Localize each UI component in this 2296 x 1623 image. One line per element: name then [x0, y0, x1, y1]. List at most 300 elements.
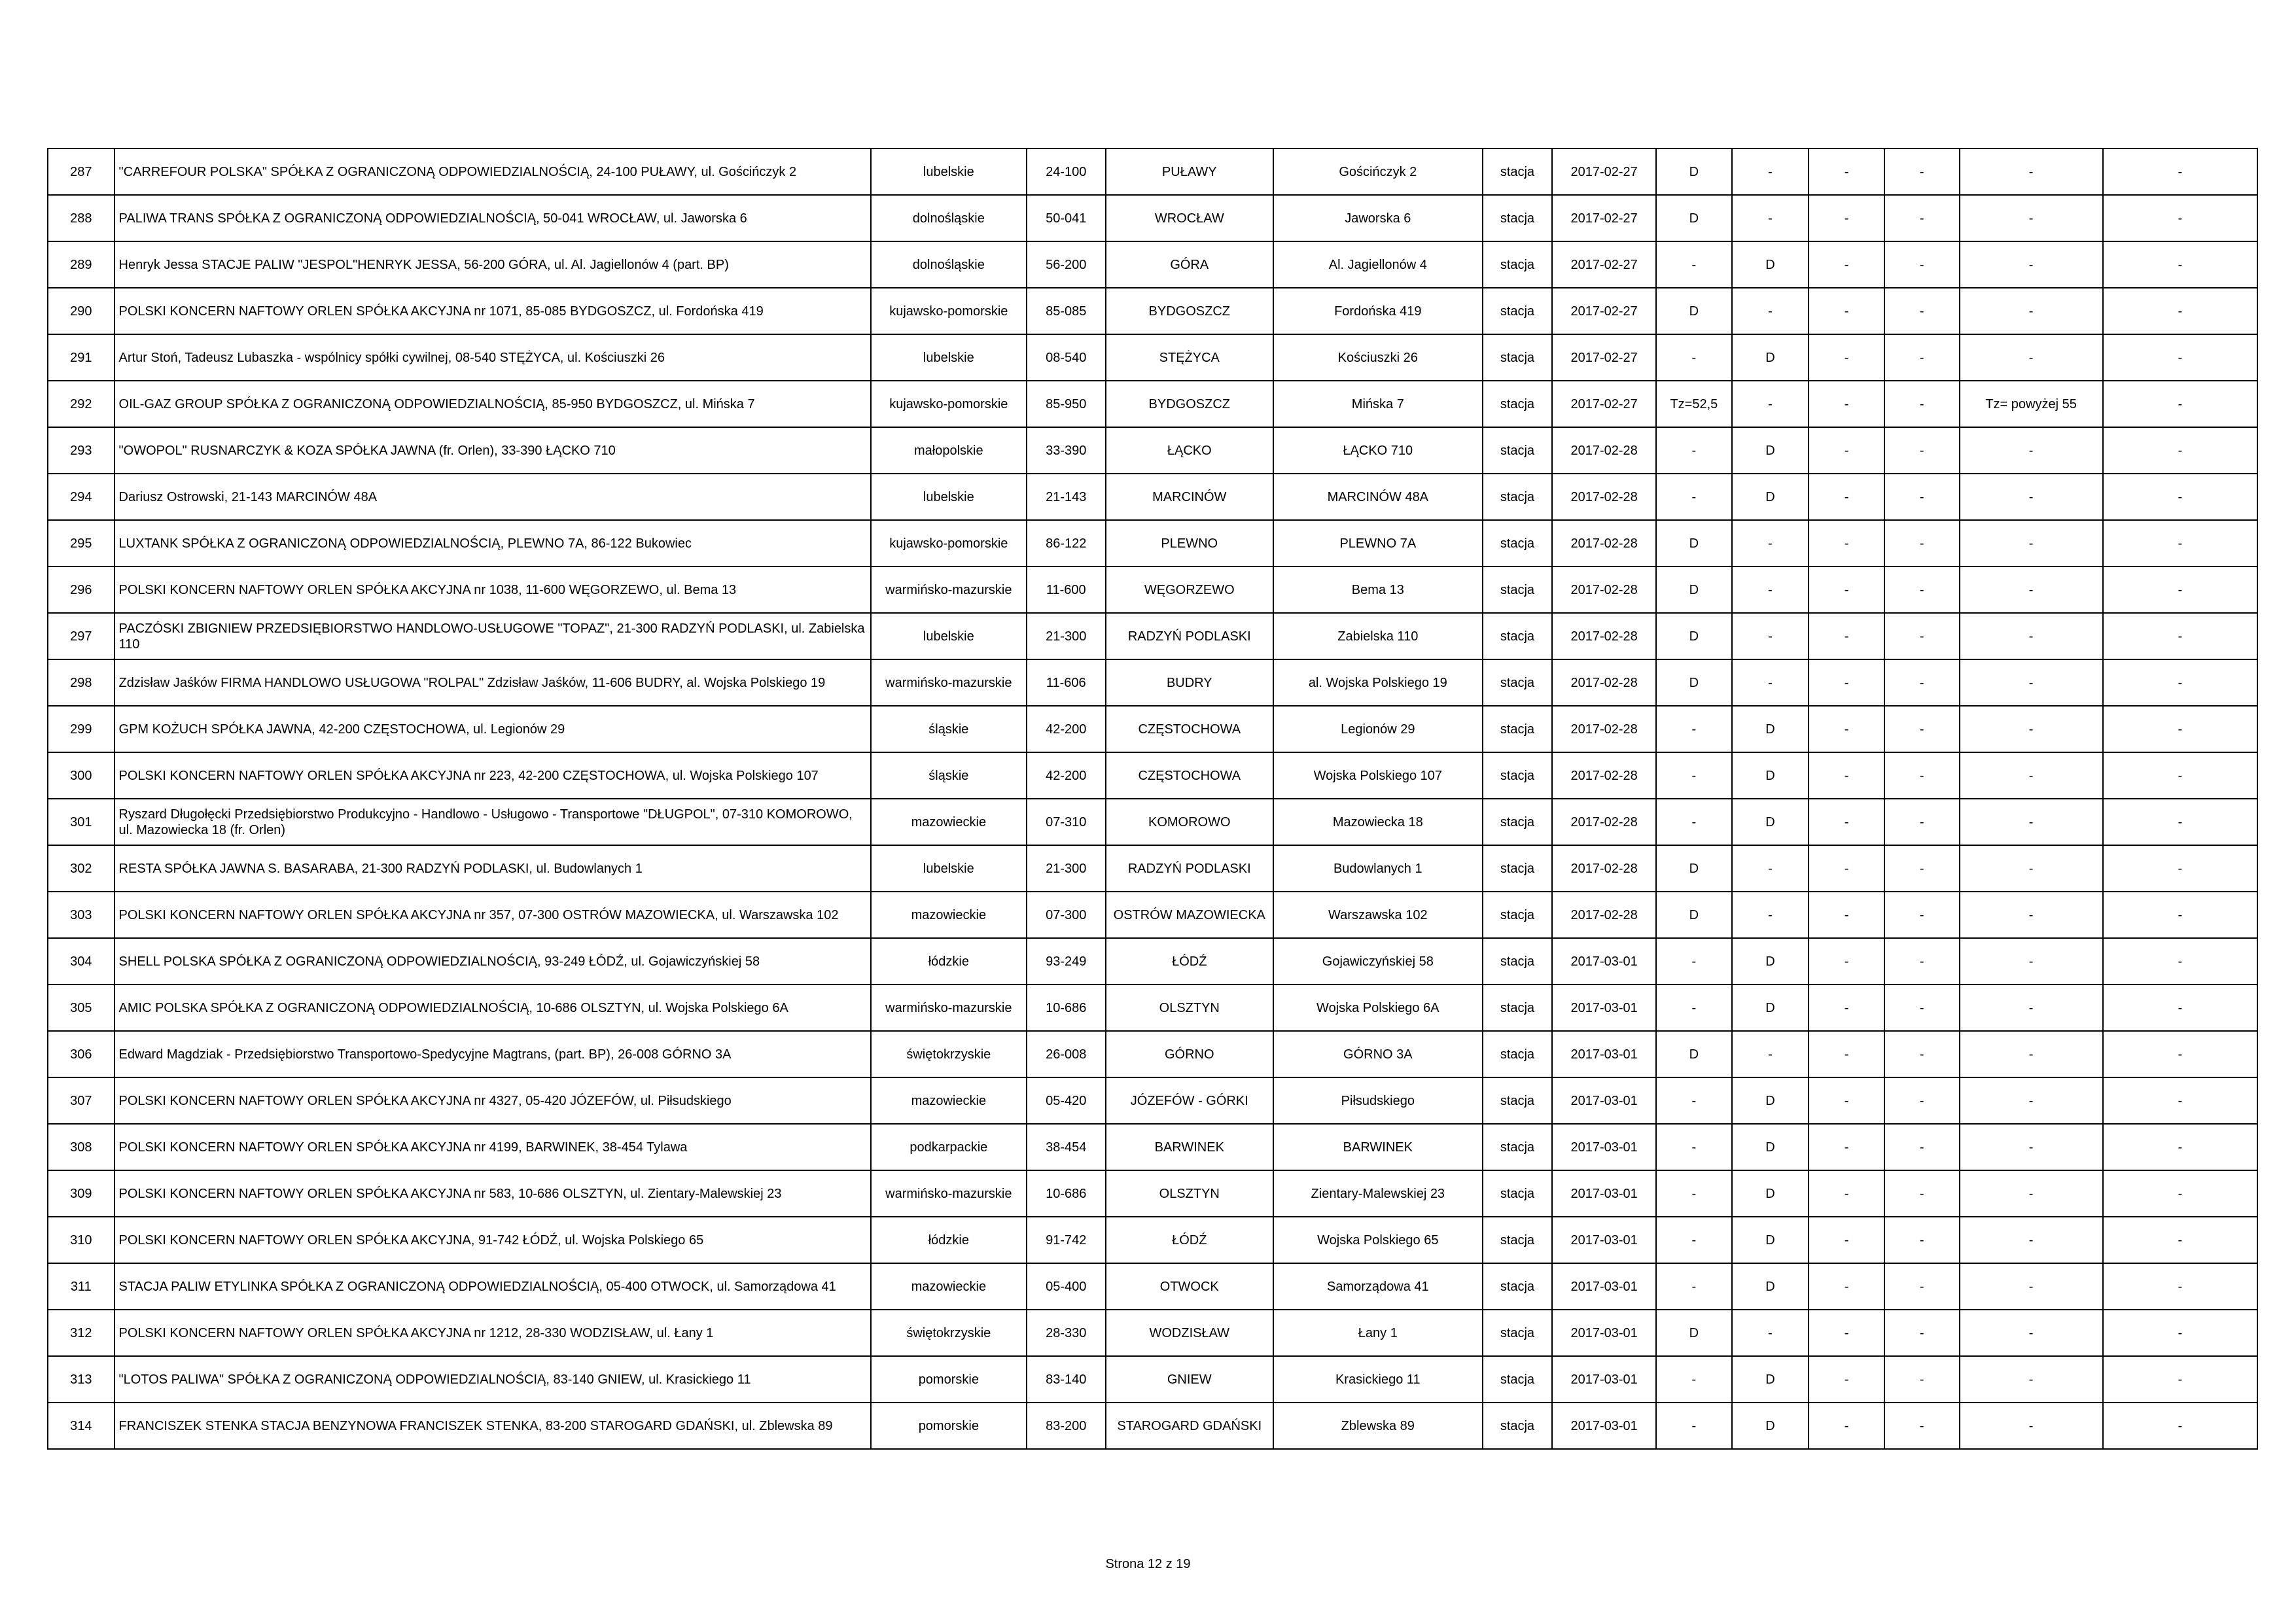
voivodeship-cell: lubelskie — [871, 845, 1027, 892]
facility-type-cell: stacja — [1483, 1356, 1553, 1403]
row-number-cell: 298 — [48, 659, 115, 706]
result-col-1-cell: - — [1656, 1263, 1732, 1310]
page-footer: Strona 12 z 19 — [1105, 1557, 1191, 1571]
result-col-1-cell: - — [1656, 706, 1732, 752]
inspection-date-cell: 2017-02-27 — [1552, 148, 1656, 195]
result-col-3-cell: - — [1809, 613, 1884, 659]
facility-type-cell: stacja — [1483, 659, 1553, 706]
postal-code-cell: 42-200 — [1027, 752, 1106, 799]
row-number-cell: 289 — [48, 241, 115, 288]
row-number-cell: 310 — [48, 1217, 115, 1263]
result-col-2-cell: D — [1732, 1263, 1809, 1310]
result-col-4-cell: - — [1884, 288, 1960, 334]
inspection-date-cell: 2017-02-28 — [1552, 845, 1656, 892]
city-cell: GNIEW — [1106, 1356, 1273, 1403]
postal-code-cell: 07-300 — [1027, 892, 1106, 938]
table-row — [48, 892, 2257, 938]
street-address-cell: Fordońska 419 — [1273, 288, 1483, 334]
inspection-date-cell: 2017-02-27 — [1552, 195, 1656, 241]
table-row — [48, 1170, 2257, 1217]
inspection-date-cell: 2017-03-01 — [1552, 985, 1656, 1031]
entity-name-cell: "OWOPOL" RUSNARCZYK & KOZA SPÓŁKA JAWNA (fr. Orlen), 33-390 ŁĄCKO 710 — [115, 427, 871, 474]
entity-name-cell: FRANCISZEK STENKA STACJA BENZYNOWA FRANCISZEK STENKA, 83-200 STAROGARD GDAŃSKI, ul. Zblewska 89 — [115, 1403, 871, 1449]
result-col-5-cell: - — [1960, 1124, 2103, 1170]
result-col-2-cell: D — [1732, 1217, 1809, 1263]
result-col-4-cell: - — [1884, 1217, 1960, 1263]
result-col-4-cell: - — [1884, 427, 1960, 474]
entity-name-cell: POLSKI KONCERN NAFTOWY ORLEN SPÓŁKA AKCYJNA nr 1071, 85-085 BYDGOSZCZ, ul. Fordońska 419 — [115, 288, 871, 334]
result-col-6-cell: - — [2103, 148, 2257, 195]
voivodeship-cell: łódzkie — [871, 1217, 1027, 1263]
street-address-cell: Kościuszki 26 — [1273, 334, 1483, 381]
result-col-3-cell: - — [1809, 1124, 1884, 1170]
inspection-date-cell: 2017-02-28 — [1552, 659, 1656, 706]
voivodeship-cell: świętokrzyskie — [871, 1031, 1027, 1077]
result-col-6-cell: - — [2103, 1310, 2257, 1356]
street-address-cell: Krasickiego 11 — [1273, 1356, 1483, 1403]
city-cell: PUŁAWY — [1106, 148, 1273, 195]
voivodeship-cell: warmińsko-mazurskie — [871, 985, 1027, 1031]
inspection-date-cell: 2017-03-01 — [1552, 1170, 1656, 1217]
result-col-3-cell: - — [1809, 381, 1884, 427]
result-col-1-cell: D — [1656, 195, 1732, 241]
table-row — [48, 474, 2257, 520]
result-col-6-cell: - — [2103, 1031, 2257, 1077]
table-row — [48, 241, 2257, 288]
result-col-4-cell: - — [1884, 752, 1960, 799]
city-cell: JÓZEFÓW - GÓRKI — [1106, 1077, 1273, 1124]
voivodeship-cell: mazowieckie — [871, 1263, 1027, 1310]
row-number-cell: 292 — [48, 381, 115, 427]
inspection-date-cell: 2017-02-27 — [1552, 381, 1656, 427]
street-address-cell: al. Wojska Polskiego 19 — [1273, 659, 1483, 706]
table-row — [48, 845, 2257, 892]
result-col-5-cell: - — [1960, 195, 2103, 241]
inspection-date-cell: 2017-02-28 — [1552, 799, 1656, 845]
facility-type-cell: stacja — [1483, 799, 1553, 845]
inspection-date-cell: 2017-02-28 — [1552, 567, 1656, 613]
city-cell: OTWOCK — [1106, 1263, 1273, 1310]
result-col-6-cell: - — [2103, 938, 2257, 985]
table-row — [48, 985, 2257, 1031]
result-col-4-cell: - — [1884, 613, 1960, 659]
result-col-3-cell: - — [1809, 985, 1884, 1031]
result-col-4-cell: - — [1884, 938, 1960, 985]
result-col-6-cell: - — [2103, 1356, 2257, 1403]
result-col-2-cell: D — [1732, 706, 1809, 752]
row-number-cell: 314 — [48, 1403, 115, 1449]
voivodeship-cell: kujawsko-pomorskie — [871, 520, 1027, 567]
street-address-cell: Piłsudskiego — [1273, 1077, 1483, 1124]
result-col-4-cell: - — [1884, 1263, 1960, 1310]
postal-code-cell: 24-100 — [1027, 148, 1106, 195]
result-col-3-cell: - — [1809, 752, 1884, 799]
entity-name-cell: PACZÓSKI ZBIGNIEW PRZEDSIĘBIORSTWO HANDLOWO-USŁUGOWE "TOPAZ", 21-300 RADZYŃ PODLASKI, ul. Zabielska 110 — [115, 613, 871, 659]
result-col-4-cell: - — [1884, 799, 1960, 845]
result-col-2-cell: - — [1732, 659, 1809, 706]
result-col-6-cell: - — [2103, 520, 2257, 567]
postal-code-cell: 21-300 — [1027, 613, 1106, 659]
postal-code-cell: 05-400 — [1027, 1263, 1106, 1310]
result-col-2-cell: D — [1732, 1170, 1809, 1217]
row-number-cell: 287 — [48, 148, 115, 195]
voivodeship-cell: dolnośląskie — [871, 241, 1027, 288]
postal-code-cell: 50-041 — [1027, 195, 1106, 241]
street-address-cell: Gojawiczyńskiej 58 — [1273, 938, 1483, 985]
facility-type-cell: stacja — [1483, 474, 1553, 520]
city-cell: ŁĄCKO — [1106, 427, 1273, 474]
result-col-6-cell: - — [2103, 845, 2257, 892]
result-col-6-cell: - — [2103, 799, 2257, 845]
street-address-cell: ŁĄCKO 710 — [1273, 427, 1483, 474]
result-col-1-cell: - — [1656, 938, 1732, 985]
postal-code-cell: 05-420 — [1027, 1077, 1106, 1124]
result-col-2-cell: - — [1732, 613, 1809, 659]
result-col-1-cell: D — [1656, 288, 1732, 334]
result-col-1-cell: - — [1656, 752, 1732, 799]
row-number-cell: 288 — [48, 195, 115, 241]
result-col-4-cell: - — [1884, 659, 1960, 706]
result-col-4-cell: - — [1884, 1310, 1960, 1356]
result-col-1-cell: - — [1656, 1356, 1732, 1403]
table-row — [48, 659, 2257, 706]
result-col-2-cell: - — [1732, 567, 1809, 613]
voivodeship-cell: pomorskie — [871, 1403, 1027, 1449]
facility-type-cell: stacja — [1483, 567, 1553, 613]
result-col-3-cell: - — [1809, 1263, 1884, 1310]
inspection-date-cell: 2017-02-28 — [1552, 613, 1656, 659]
city-cell: WROCŁAW — [1106, 195, 1273, 241]
voivodeship-cell: świętokrzyskie — [871, 1310, 1027, 1356]
result-col-5-cell: - — [1960, 985, 2103, 1031]
voivodeship-cell: mazowieckie — [871, 892, 1027, 938]
inspection-date-cell: 2017-02-28 — [1552, 752, 1656, 799]
result-col-3-cell: - — [1809, 1310, 1884, 1356]
postal-code-cell: 21-300 — [1027, 845, 1106, 892]
voivodeship-cell: mazowieckie — [871, 1077, 1027, 1124]
result-col-1-cell: - — [1656, 427, 1732, 474]
result-col-2-cell: - — [1732, 892, 1809, 938]
result-col-2-cell: D — [1732, 1403, 1809, 1449]
table-row — [48, 195, 2257, 241]
result-col-5-cell: - — [1960, 427, 2103, 474]
result-col-5-cell: - — [1960, 334, 2103, 381]
entity-name-cell: Artur Stoń, Tadeusz Lubaszka - wspólnicy spółki cywilnej, 08-540 STĘŻYCA, ul. Kościuszki 26 — [115, 334, 871, 381]
result-col-1-cell: - — [1656, 241, 1732, 288]
voivodeship-cell: kujawsko-pomorskie — [871, 288, 1027, 334]
street-address-cell: Jaworska 6 — [1273, 195, 1483, 241]
result-col-4-cell: - — [1884, 148, 1960, 195]
facility-type-cell: stacja — [1483, 148, 1553, 195]
entity-name-cell: POLSKI KONCERN NAFTOWY ORLEN SPÓŁKA AKCYJNA nr 223, 42-200 CZĘSTOCHOWA, ul. Wojska Polskiego 107 — [115, 752, 871, 799]
result-col-3-cell: - — [1809, 474, 1884, 520]
result-col-5-cell: - — [1960, 1170, 2103, 1217]
result-col-5-cell: - — [1960, 1403, 2103, 1449]
result-col-3-cell: - — [1809, 567, 1884, 613]
street-address-cell: Mińska 7 — [1273, 381, 1483, 427]
entity-name-cell: RESTA SPÓŁKA JAWNA S. BASARABA, 21-300 RADZYŃ PODLASKI, ul. Budowlanych 1 — [115, 845, 871, 892]
entity-name-cell: POLSKI KONCERN NAFTOWY ORLEN SPÓŁKA AKCYJNA nr 357, 07-300 OSTRÓW MAZOWIECKA, ul. Warszawska 102 — [115, 892, 871, 938]
result-col-3-cell: - — [1809, 892, 1884, 938]
result-col-3-cell: - — [1809, 288, 1884, 334]
postal-code-cell: 85-950 — [1027, 381, 1106, 427]
result-col-5-cell: - — [1960, 613, 2103, 659]
result-col-3-cell: - — [1809, 520, 1884, 567]
postal-code-cell: 33-390 — [1027, 427, 1106, 474]
entity-name-cell: LUXTANK SPÓŁKA Z OGRANICZONĄ ODPOWIEDZIALNOŚCIĄ, PLEWNO 7A, 86-122 Bukowiec — [115, 520, 871, 567]
result-col-6-cell: - — [2103, 288, 2257, 334]
voivodeship-cell: lubelskie — [871, 613, 1027, 659]
result-col-3-cell: - — [1809, 706, 1884, 752]
result-col-1-cell: D — [1656, 892, 1732, 938]
row-number-cell: 300 — [48, 752, 115, 799]
row-number-cell: 312 — [48, 1310, 115, 1356]
entity-name-cell: POLSKI KONCERN NAFTOWY ORLEN SPÓŁKA AKCYJNA nr 4327, 05-420 JÓZEFÓW, ul. Piłsudskiego — [115, 1077, 871, 1124]
voivodeship-cell: dolnośląskie — [871, 195, 1027, 241]
result-col-2-cell: D — [1732, 474, 1809, 520]
postal-code-cell: 93-249 — [1027, 938, 1106, 985]
street-address-cell: Warszawska 102 — [1273, 892, 1483, 938]
street-address-cell: Zblewska 89 — [1273, 1403, 1483, 1449]
row-number-cell: 302 — [48, 845, 115, 892]
table-row — [48, 1356, 2257, 1403]
city-cell: WĘGORZEWO — [1106, 567, 1273, 613]
stations-table — [47, 148, 2258, 1450]
facility-type-cell: stacja — [1483, 892, 1553, 938]
postal-code-cell: 10-686 — [1027, 985, 1106, 1031]
table-row — [48, 752, 2257, 799]
city-cell: STAROGARD GDAŃSKI — [1106, 1403, 1273, 1449]
voivodeship-cell: małopolskie — [871, 427, 1027, 474]
street-address-cell: Zabielska 110 — [1273, 613, 1483, 659]
result-col-2-cell: - — [1732, 1310, 1809, 1356]
facility-type-cell: stacja — [1483, 1217, 1553, 1263]
postal-code-cell: 91-742 — [1027, 1217, 1106, 1263]
table-row — [48, 1263, 2257, 1310]
city-cell: OSTRÓW MAZOWIECKA — [1106, 892, 1273, 938]
voivodeship-cell: lubelskie — [871, 474, 1027, 520]
result-col-5-cell: - — [1960, 567, 2103, 613]
facility-type-cell: stacja — [1483, 1170, 1553, 1217]
result-col-5-cell: - — [1960, 520, 2103, 567]
result-col-3-cell: - — [1809, 938, 1884, 985]
voivodeship-cell: podkarpackie — [871, 1124, 1027, 1170]
city-cell: OLSZTYN — [1106, 1170, 1273, 1217]
result-col-1-cell: - — [1656, 474, 1732, 520]
result-col-3-cell: - — [1809, 1217, 1884, 1263]
inspection-date-cell: 2017-02-27 — [1552, 241, 1656, 288]
result-col-5-cell: - — [1960, 752, 2103, 799]
result-col-5-cell: - — [1960, 1077, 2103, 1124]
result-col-3-cell: - — [1809, 195, 1884, 241]
entity-name-cell: Zdzisław Jaśków FIRMA HANDLOWO USŁUGOWA "ROLPAL" Zdzisław Jaśków, 11-606 BUDRY, al. Wojska Polskiego 19 — [115, 659, 871, 706]
street-address-cell: Bema 13 — [1273, 567, 1483, 613]
result-col-1-cell: - — [1656, 1403, 1732, 1449]
voivodeship-cell: śląskie — [871, 752, 1027, 799]
table-row — [48, 938, 2257, 985]
street-address-cell: BARWINEK — [1273, 1124, 1483, 1170]
street-address-cell: Wojska Polskiego 107 — [1273, 752, 1483, 799]
result-col-1-cell: - — [1656, 1124, 1732, 1170]
inspection-date-cell: 2017-03-01 — [1552, 938, 1656, 985]
postal-code-cell: 10-686 — [1027, 1170, 1106, 1217]
result-col-2-cell: - — [1732, 288, 1809, 334]
result-col-5-cell: - — [1960, 1263, 2103, 1310]
result-col-1-cell: D — [1656, 613, 1732, 659]
row-number-cell: 311 — [48, 1263, 115, 1310]
result-col-2-cell: D — [1732, 1077, 1809, 1124]
result-col-4-cell: - — [1884, 474, 1960, 520]
row-number-cell: 295 — [48, 520, 115, 567]
result-col-5-cell: - — [1960, 1310, 2103, 1356]
result-col-4-cell: - — [1884, 334, 1960, 381]
inspection-date-cell: 2017-03-01 — [1552, 1124, 1656, 1170]
result-col-2-cell: D — [1732, 427, 1809, 474]
result-col-1-cell: Tz=52,5 — [1656, 381, 1732, 427]
city-cell: KOMOROWO — [1106, 799, 1273, 845]
street-address-cell: Zientary-Malewskiej 23 — [1273, 1170, 1483, 1217]
result-col-3-cell: - — [1809, 1403, 1884, 1449]
entity-name-cell: STACJA PALIW ETYLINKA SPÓŁKA Z OGRANICZONĄ ODPOWIEDZIALNOŚCIĄ, 05-400 OTWOCK, ul. Samorządowa 41 — [115, 1263, 871, 1310]
voivodeship-cell: warmińsko-mazurskie — [871, 659, 1027, 706]
entity-name-cell: GPM KOŻUCH SPÓŁKA JAWNA, 42-200 CZĘSTOCHOWA, ul. Legionów 29 — [115, 706, 871, 752]
table-row — [48, 334, 2257, 381]
entity-name-cell: POLSKI KONCERN NAFTOWY ORLEN SPÓŁKA AKCYJNA nr 1038, 11-600 WĘGORZEWO, ul. Bema 13 — [115, 567, 871, 613]
table-row — [48, 520, 2257, 567]
result-col-3-cell: - — [1809, 241, 1884, 288]
facility-type-cell: stacja — [1483, 1124, 1553, 1170]
city-cell: PLEWNO — [1106, 520, 1273, 567]
entity-name-cell: Henryk Jessa STACJE PALIW "JESPOL"HENRYK JESSA, 56-200 GÓRA, ul. Al. Jagiellonów 4 (part. BP) — [115, 241, 871, 288]
result-col-6-cell: - — [2103, 1403, 2257, 1449]
inspection-date-cell: 2017-02-28 — [1552, 520, 1656, 567]
result-col-4-cell: - — [1884, 845, 1960, 892]
street-address-cell: Mazowiecka 18 — [1273, 799, 1483, 845]
facility-type-cell: stacja — [1483, 938, 1553, 985]
facility-type-cell: stacja — [1483, 1403, 1553, 1449]
entity-name-cell: POLSKI KONCERN NAFTOWY ORLEN SPÓŁKA AKCYJNA nr 583, 10-686 OLSZTYN, ul. Zientary-Malewskiej 23 — [115, 1170, 871, 1217]
result-col-3-cell: - — [1809, 1077, 1884, 1124]
result-col-3-cell: - — [1809, 845, 1884, 892]
result-col-3-cell: - — [1809, 1170, 1884, 1217]
result-col-3-cell: - — [1809, 659, 1884, 706]
street-address-cell: Wojska Polskiego 6A — [1273, 985, 1483, 1031]
result-col-2-cell: - — [1732, 195, 1809, 241]
result-col-2-cell: D — [1732, 334, 1809, 381]
postal-code-cell: 38-454 — [1027, 1124, 1106, 1170]
table-body — [48, 148, 2257, 1449]
result-col-6-cell: - — [2103, 474, 2257, 520]
street-address-cell: PLEWNO 7A — [1273, 520, 1483, 567]
facility-type-cell: stacja — [1483, 613, 1553, 659]
result-col-3-cell: - — [1809, 148, 1884, 195]
city-cell: BYDGOSZCZ — [1106, 288, 1273, 334]
street-address-cell: Łany 1 — [1273, 1310, 1483, 1356]
result-col-4-cell: - — [1884, 985, 1960, 1031]
facility-type-cell: stacja — [1483, 195, 1553, 241]
city-cell: WODZISŁAW — [1106, 1310, 1273, 1356]
row-number-cell: 290 — [48, 288, 115, 334]
postal-code-cell: 42-200 — [1027, 706, 1106, 752]
city-cell: BUDRY — [1106, 659, 1273, 706]
city-cell: MARCINÓW — [1106, 474, 1273, 520]
table-row — [48, 1077, 2257, 1124]
table-row — [48, 148, 2257, 195]
result-col-5-cell: - — [1960, 148, 2103, 195]
result-col-1-cell: D — [1656, 148, 1732, 195]
postal-code-cell: 21-143 — [1027, 474, 1106, 520]
city-cell: GÓRA — [1106, 241, 1273, 288]
result-col-2-cell: D — [1732, 752, 1809, 799]
facility-type-cell: stacja — [1483, 985, 1553, 1031]
row-number-cell: 305 — [48, 985, 115, 1031]
result-col-1-cell: - — [1656, 334, 1732, 381]
result-col-6-cell: - — [2103, 241, 2257, 288]
result-col-1-cell: - — [1656, 985, 1732, 1031]
result-col-4-cell: - — [1884, 567, 1960, 613]
facility-type-cell: stacja — [1483, 334, 1553, 381]
postal-code-cell: 11-606 — [1027, 659, 1106, 706]
result-col-5-cell: - — [1960, 892, 2103, 938]
result-col-4-cell: - — [1884, 195, 1960, 241]
inspection-date-cell: 2017-02-28 — [1552, 427, 1656, 474]
voivodeship-cell: warmińsko-mazurskie — [871, 1170, 1027, 1217]
result-col-3-cell: - — [1809, 799, 1884, 845]
result-col-5-cell: - — [1960, 845, 2103, 892]
result-col-2-cell: - — [1732, 1031, 1809, 1077]
inspection-date-cell: 2017-03-01 — [1552, 1217, 1656, 1263]
city-cell: CZĘSTOCHOWA — [1106, 752, 1273, 799]
entity-name-cell: "CARREFOUR POLSKA" SPÓŁKA Z OGRANICZONĄ ODPOWIEDZIALNOŚCIĄ, 24-100 PUŁAWY, ul. Gościńczyk 2 — [115, 148, 871, 195]
result-col-5-cell: - — [1960, 659, 2103, 706]
row-number-cell: 301 — [48, 799, 115, 845]
result-col-1-cell: D — [1656, 659, 1732, 706]
result-col-3-cell: - — [1809, 1031, 1884, 1077]
row-number-cell: 293 — [48, 427, 115, 474]
entity-name-cell: POLSKI KONCERN NAFTOWY ORLEN SPÓŁKA AKCYJNA nr 1212, 28-330 WODZISŁAW, ul. Łany 1 — [115, 1310, 871, 1356]
result-col-4-cell: - — [1884, 706, 1960, 752]
row-number-cell: 299 — [48, 706, 115, 752]
result-col-6-cell: - — [2103, 1217, 2257, 1263]
result-col-1-cell: D — [1656, 1310, 1732, 1356]
result-col-2-cell: D — [1732, 799, 1809, 845]
entity-name-cell: PALIWA TRANS SPÓŁKA Z OGRANICZONĄ ODPOWIEDZIALNOŚCIĄ, 50-041 WROCŁAW, ul. Jaworska 6 — [115, 195, 871, 241]
voivodeship-cell: pomorskie — [871, 1356, 1027, 1403]
inspection-date-cell: 2017-03-01 — [1552, 1356, 1656, 1403]
result-col-6-cell: - — [2103, 1263, 2257, 1310]
result-col-5-cell: - — [1960, 1031, 2103, 1077]
result-col-5-cell: - — [1960, 1356, 2103, 1403]
result-col-6-cell: - — [2103, 1124, 2257, 1170]
result-col-1-cell: D — [1656, 1031, 1732, 1077]
table-row — [48, 427, 2257, 474]
result-col-3-cell: - — [1809, 427, 1884, 474]
street-address-cell: GÓRNO 3A — [1273, 1031, 1483, 1077]
result-col-2-cell: D — [1732, 938, 1809, 985]
result-col-4-cell: - — [1884, 520, 1960, 567]
postal-code-cell: 83-140 — [1027, 1356, 1106, 1403]
result-col-4-cell: - — [1884, 1170, 1960, 1217]
row-number-cell: 307 — [48, 1077, 115, 1124]
result-col-2-cell: D — [1732, 1124, 1809, 1170]
entity-name-cell: AMIC POLSKA SPÓŁKA Z OGRANICZONĄ ODPOWIEDZIALNOŚCIĄ, 10-686 OLSZTYN, ul. Wojska Polskiego 6A — [115, 985, 871, 1031]
facility-type-cell: stacja — [1483, 1077, 1553, 1124]
result-col-5-cell: - — [1960, 241, 2103, 288]
postal-code-cell: 83-200 — [1027, 1403, 1106, 1449]
result-col-6-cell: - — [2103, 752, 2257, 799]
result-col-6-cell: - — [2103, 381, 2257, 427]
street-address-cell: Wojska Polskiego 65 — [1273, 1217, 1483, 1263]
